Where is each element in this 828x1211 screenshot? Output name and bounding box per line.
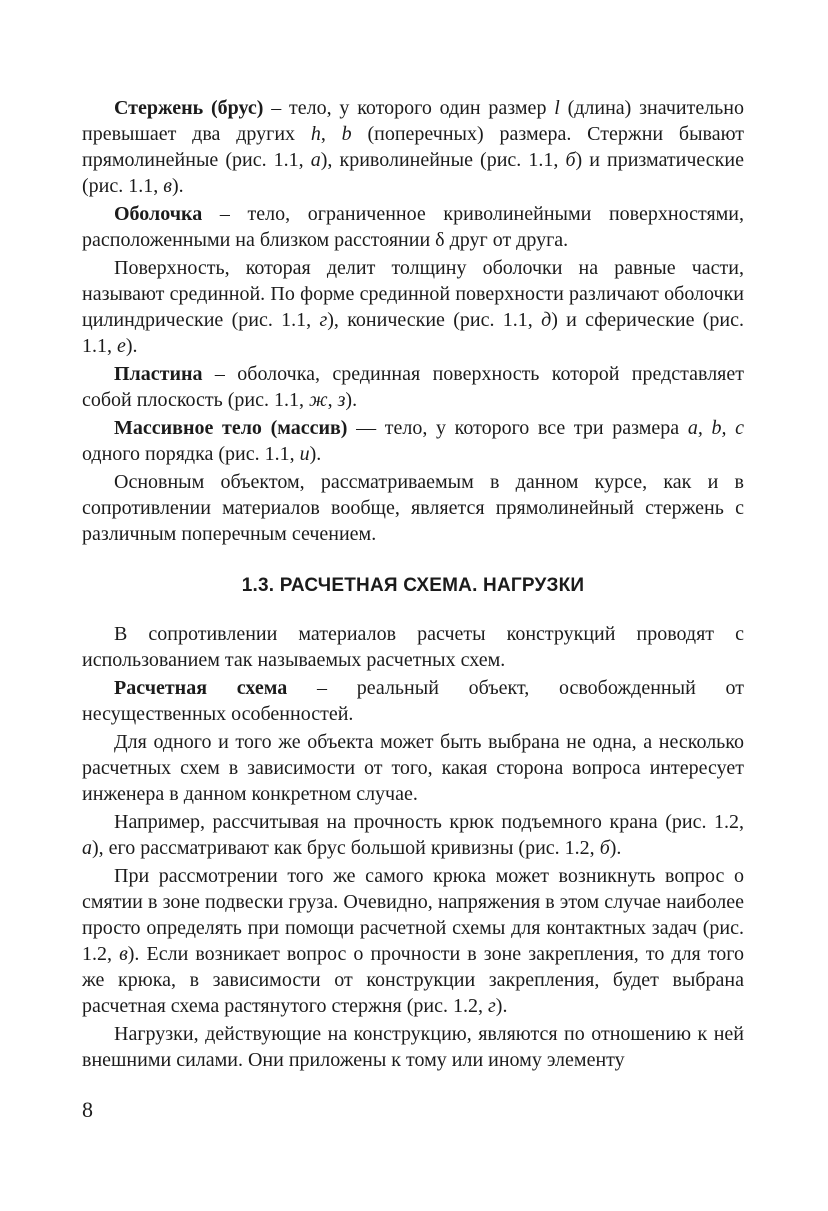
section-heading: 1.3. РАСЧЕТНАЯ СХЕМА. НАГРУЗКИ [241,575,585,596]
paragraph-calc-schemes-intro: В сопротивлении материалов расчеты конструкций проводят с использованием так называемых расчетных схем. [82,623,744,671]
fig-ref: з [337,389,346,411]
paragraph-crane-hook-example [82,809,744,861]
text-span: ), конические (рис. 1.1, [327,309,542,331]
var-l: l [554,97,560,119]
page-content [82,95,744,1073]
text-span: ). [171,175,184,197]
text-span: , [320,123,342,145]
text-span: – тело, ограниченное криволинейными поверхностями, расположенными на близком расстоянии δ друг от друга. [82,203,744,251]
text-span: ), его рассматривают как брус большой кривизны (рис. 1.2, [92,837,600,859]
fig-ref: ж [309,389,328,411]
text-span: ). [495,995,508,1017]
text-span: Например, рассчитывая на прочность крюк подъемного крана (рис. 1.2, [114,811,744,833]
text-span: ). [345,389,358,411]
text-span: (длина) значительно превышает два других [82,97,744,145]
text-span: – реальный объект, освобожденный от несущественных особенностей. [82,677,745,725]
fig-ref: а [82,837,92,859]
paragraph-middle-surface [82,255,744,359]
paragraph-main-object: Основным объектом, рассматриваемым в данном курсе, как и в сопротивлении материалов вообще, является прямолинейный стержень с различным поперечным сечением. [82,471,744,545]
fig-ref: г [487,995,496,1017]
fig-ref: д [541,309,552,331]
paragraph-rod-definition [82,95,744,199]
paragraph-loads: Нагрузки, действующие на конструкцию, являются по отношению к ней внешними силами. Они приложены к тому или иному элементу [82,1023,744,1071]
fig-ref: б [599,837,610,859]
text-span: Поверхность, которая делит толщину оболочки на равные части, называют срединной. По форме срединной поверхности различают оболочки цилиндрические (рис. 1.1, [82,257,744,331]
var-h: h [310,123,321,145]
text-span: – тело, у которого один размер [263,97,555,119]
paragraph-hook-crushing [82,863,744,1019]
text-span: ). [125,335,138,357]
term-calc-scheme: Расчетная схема [114,677,288,699]
text-span: ). [609,837,622,859]
text-span: — тело, у которого все три размера [347,417,688,439]
var-abc: a, b, c [687,417,744,439]
text-span: При рассмотрении того же самого крюка может возникнуть вопрос о смятии в зоне подвески груза. Очевидно, напряжения в этом случае наиболее просто определять при помощи расчетной схемы для контактных задач (рис. 1.2, [82,865,744,965]
text-span: (поперечных) размера. Стержни бывают прямолинейные (рис. 1.1, [82,123,744,171]
fig-ref: в [163,175,172,197]
paragraph-massive-body [82,415,744,467]
fig-ref: и [299,443,310,465]
text-span: ) и призматические (рис. 1.1, [82,149,744,197]
var-b: b [341,123,352,145]
text-span: ) и сферические (рис. 1.1, [82,309,744,357]
fig-ref: а [310,149,321,171]
text-span: ). Если возникает вопрос о прочности в зоне закрепления, то для того же крюка, в зависимости от конструкции закрепления, будет выбрана расчетная схема растянутого стержня (рис. 1.2, [82,943,745,1017]
fig-ref: в [119,943,128,965]
text-span: – оболочка, срединная поверхность которой представляет собой плоскость (рис. 1.1, [82,363,744,411]
fig-ref: г [319,309,328,331]
term-massive-body: Массивное тело (массив) [114,417,348,439]
term-rod: Стержень (брус) [114,97,264,119]
paragraph-multiple-schemes: Для одного и того же объекта может быть выбрана не одна, а несколько расчетных схем в зависимости от того, какая сторона вопроса интересует инженера в данном конкретном случае. [82,731,744,805]
text-span: одного порядка (рис. 1.1, [82,443,300,465]
term-shell: Оболочка [114,203,203,225]
paragraph-shell-definition [82,201,744,253]
text-span: , [327,389,338,411]
paragraph-calc-scheme-definition [82,675,744,727]
page-number: 8 [82,1097,93,1122]
fig-ref: б [565,149,576,171]
paragraph-plate-definition [82,361,744,413]
text-span: ), криволинейные (рис. 1.1, [320,149,566,171]
fig-ref: е [117,335,126,357]
term-plate: Пластина [114,363,203,385]
text-span: ). [309,443,322,465]
